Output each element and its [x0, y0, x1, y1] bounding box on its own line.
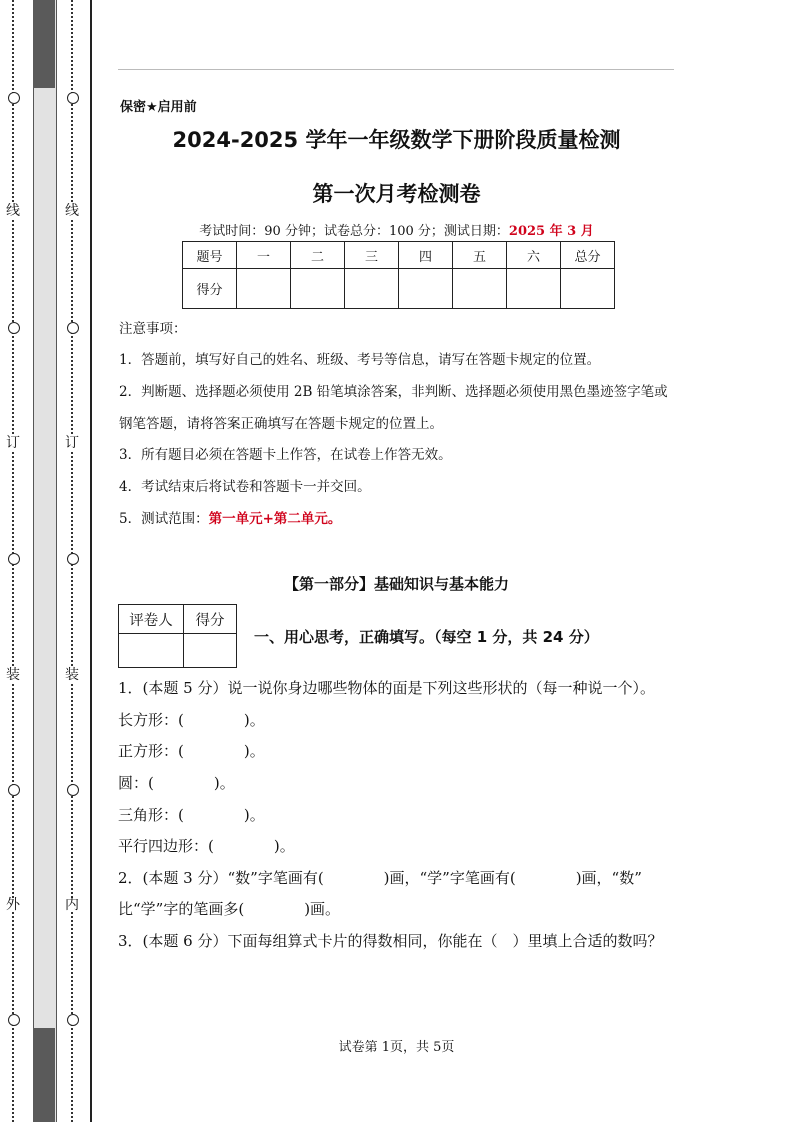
binding-circle [8, 92, 20, 104]
binding-char-order: 订 [65, 435, 79, 451]
binding-circle [67, 322, 79, 334]
exam-info-text: 考试时间：90 分钟；试卷总分：100 分；测试日期： [199, 224, 509, 239]
score-table [182, 241, 615, 309]
score-cell [237, 269, 291, 309]
score-cell [345, 269, 399, 309]
page-footer: 试卷第 1页，共 5页 [338, 1040, 455, 1055]
grader-table [118, 604, 237, 668]
exam-date: 2025 年 3 月 [508, 224, 594, 239]
score-cell [561, 269, 615, 309]
q1-line: 正方形：( )。 [118, 742, 265, 760]
binding-circle [67, 553, 79, 565]
grader-cell [119, 634, 184, 668]
binding-circle [8, 322, 20, 334]
secret-label: 保密★启用前 [120, 100, 197, 115]
binding-circle [67, 1014, 79, 1026]
binding-dark-cap-top [33, 0, 55, 88]
score-header: 二 [291, 242, 345, 269]
binding-char-line: 线 [6, 203, 20, 219]
note-item: 2．判断题、选择题必须使用 2B 铅笔填涂答案，非判断、选择题必须使用黑色墨迹签字笔或 [119, 384, 668, 400]
binding-char-inner: 内 [65, 897, 79, 913]
grader-score-label: 得分 [184, 605, 237, 634]
score-header: 四 [399, 242, 453, 269]
note-item: 3．所有题目必须在答题卡上作答，在试卷上作答无效。 [119, 447, 452, 463]
header-rule [118, 69, 674, 70]
binding-circle [8, 1014, 20, 1026]
score-row-label: 得分 [183, 269, 237, 309]
question-2-line2: 比“学”字的笔画多( )画。 [118, 900, 341, 918]
exam-subtitle: 第一次月考检测卷 [312, 182, 481, 206]
note-item-5-prefix: 5．测试范围： [119, 511, 209, 527]
binding-circle [67, 784, 79, 796]
score-header: 三 [345, 242, 399, 269]
binding-char-outer: 外 [6, 897, 20, 913]
binding-char-bind: 装 [6, 667, 20, 683]
binding-circle [8, 784, 20, 796]
grader-label: 评卷人 [119, 605, 184, 634]
q1-line: 圆：( )。 [118, 774, 235, 792]
binding-char-order: 订 [6, 435, 20, 451]
score-cell [399, 269, 453, 309]
binding-solid-line [90, 0, 92, 1122]
grader-cell [184, 634, 237, 668]
note-item: 4．考试结束后将试卷和答题卡一并交回。 [119, 479, 371, 495]
question-2-line1: 2．(本题 3 分）“数”字笔画有( )画，“学”字笔画有( )画，“数” [118, 869, 642, 887]
notes-title: 注意事项： [119, 321, 187, 337]
score-header: 五 [453, 242, 507, 269]
score-header: 题号 [183, 242, 237, 269]
exam-title: 2024-2025 学年一年级数学下册阶段质量检测 [172, 128, 621, 152]
question-1: 1．(本题 5 分）说一说你身边哪些物体的面是下列这些形状的（每一种说一个）。 [118, 679, 655, 697]
part1-heading: 一、用心思考，正确填写。（每空 1 分，共 24 分） [254, 628, 599, 646]
score-header: 六 [507, 242, 561, 269]
exam-info [0, 220, 793, 239]
test-range: 第一单元+第二单元。 [208, 511, 342, 527]
score-cell [291, 269, 345, 309]
q1-line: 三角形：( )。 [118, 806, 265, 824]
question-3: 3．(本题 6 分）下面每组算式卡片的得数相同，你能在（ ）里填上合适的数吗？ [118, 932, 663, 950]
binding-circle [67, 92, 79, 104]
score-header: 一 [237, 242, 291, 269]
score-cell [507, 269, 561, 309]
score-header: 总分 [561, 242, 615, 269]
note-item: 1．答题前，填写好自己的姓名、班级、考号等信息，请写在答题卡规定的位置。 [119, 352, 601, 368]
q1-line: 平行四边形：( )。 [118, 837, 295, 855]
binding-gray-band [33, 0, 57, 1122]
note-item: 钢笔答题，请将答案正确填写在答题卡规定的位置上。 [119, 416, 443, 432]
binding-circle [8, 553, 20, 565]
score-cell [453, 269, 507, 309]
section-title: 【第一部分】基础知识与基本能力 [283, 575, 509, 593]
binding-char-line: 线 [65, 203, 79, 219]
q1-line: 长方形：( )。 [118, 711, 265, 729]
note-item [119, 507, 341, 527]
binding-char-bind: 装 [65, 667, 79, 683]
